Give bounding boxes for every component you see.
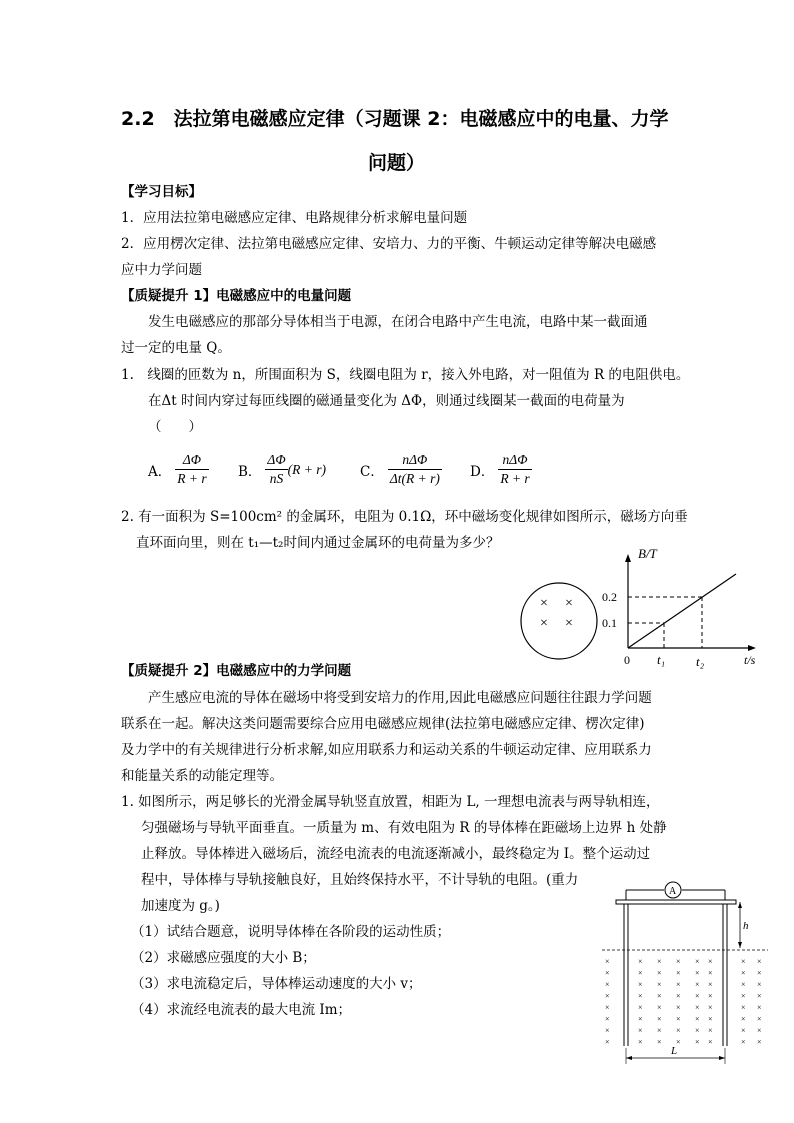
sub-question-3: （3）求电流稳定后，导体棒运动速度的大小 v；	[131, 976, 422, 992]
field-mark: ×	[757, 957, 762, 966]
field-mark: ×	[757, 1014, 762, 1024]
option-c-den: Δt(R + r)	[389, 471, 440, 486]
field-mark: ×	[676, 991, 681, 1001]
x-tick-t2: t₂	[696, 654, 705, 669]
field-mark: ×	[757, 1026, 762, 1035]
field-mark: ×	[638, 991, 643, 1001]
l-arrow-right	[719, 1056, 725, 1060]
field-mark-2: ×	[565, 596, 573, 611]
field-mark: ×	[657, 980, 662, 989]
option-b-fraction	[265, 452, 287, 487]
section1-heading: 【质疑提升 1】电磁感应中的电量问题	[121, 288, 352, 304]
field-mark: ×	[695, 991, 700, 1001]
field-mark: ×	[657, 957, 662, 966]
option-a-fraction	[175, 452, 208, 487]
option-b-tail: (R + r)	[287, 461, 326, 477]
field-mark-4: ×	[565, 616, 573, 631]
section1-intro-a: 发生电磁感应的那部分导体相当于电源，在闭合电路中产生电流，电路中某一截面通	[148, 314, 648, 330]
x-tick-t1: t₁	[657, 652, 666, 667]
field-mark: ×	[657, 1003, 662, 1012]
question2-line-b: 直环面向里，则在 t₁—t₂时间内通过金属环的电荷量为多少？	[136, 535, 500, 551]
h-arrow-bottom	[738, 942, 742, 948]
field-mark: ×	[657, 991, 662, 1001]
field-mark: ×	[605, 991, 610, 1001]
field-mark: ×	[638, 957, 643, 966]
question2-line-a: 2. 有一面积为 S=100cm² 的金属环，电阻为 0.1Ω，环中磁场变化规律如图所示，磁场方向垂	[121, 509, 688, 525]
question1-line-b: 在Δt 时间内穿过每匝线圈的磁通量变化为 ΔΦ，则通过线圈某一截面的电荷量为	[148, 393, 625, 409]
x-axis-arrow	[748, 645, 756, 651]
field-mark: ×	[676, 1014, 681, 1024]
field-mark: ×	[741, 991, 746, 1001]
option-d-fraction	[498, 452, 531, 487]
h-arrow-top	[738, 902, 742, 908]
ring-circle	[521, 583, 597, 659]
option-d-den: R + r	[500, 471, 530, 486]
field-mark: ×	[741, 980, 746, 989]
question1-blank: （ ）	[148, 419, 202, 435]
field-mark: ×	[741, 968, 746, 978]
field-mark: ×	[657, 1014, 662, 1024]
h-label: h	[743, 920, 749, 932]
b-t-graph	[598, 540, 768, 670]
field-mark: ×	[757, 980, 762, 989]
rail-question-line-a: 1. 如图所示，两足够长的光滑金属导轨竖直放置，相距为 L, 一理想电流表与两导轨相连，	[121, 794, 660, 810]
field-mark: ×	[605, 1026, 610, 1035]
ammeter-label: A	[669, 886, 677, 897]
rail-question-line-e: 加速度为 g。)	[141, 898, 220, 914]
field-mark: ×	[708, 1003, 713, 1012]
field-mark: ×	[757, 1037, 762, 1047]
rail-question-line-b: 匀强磁场与导轨平面垂直。一质量为 m、有效电阻为 R 的导体棒在距磁场上边界 h 处静	[141, 820, 667, 836]
y-tick-0-1: 0.1	[602, 616, 617, 630]
field-mark: ×	[676, 968, 681, 978]
b-line	[628, 574, 736, 648]
field-mark: ×	[676, 1003, 681, 1012]
field-mark: ×	[676, 980, 681, 989]
field-mark: ×	[695, 1026, 700, 1035]
field-mark: ×	[741, 1026, 746, 1035]
section1-intro-b: 过一定的电量 Q。	[121, 340, 231, 356]
option-a[interactable]	[148, 452, 209, 487]
field-mark: ×	[741, 1003, 746, 1012]
field-mark: ×	[638, 980, 643, 989]
field-mark: ×	[741, 957, 746, 966]
field-mark-3: ×	[540, 616, 548, 631]
option-a-den: R + r	[177, 471, 207, 486]
option-d-label: D．	[470, 463, 495, 480]
field-mark: ×	[605, 1014, 610, 1024]
objectives-heading: 【学习目标】	[121, 184, 202, 200]
field-mark: ×	[708, 957, 713, 966]
field-mark: ×	[676, 957, 681, 966]
field-mark: ×	[605, 957, 610, 966]
objective-item-2a: 2．应用楞次定律、法拉第电磁感应定律、安培力、力的平衡、牛顿运动定律等解决电磁感	[121, 236, 657, 252]
y-axis-arrow	[625, 554, 631, 562]
option-d-num: nΔΦ	[498, 452, 531, 470]
y-axis-label: B/T	[638, 546, 657, 561]
rail-question-line-d: 程中，导体棒与导轨接触良好，且始终保持水平，不计导轨的电阻。(重力	[141, 872, 579, 888]
rail-figure	[598, 878, 770, 1068]
field-mark: ×	[708, 991, 713, 1001]
objective-item-1: 1．应用法拉第电磁感应定律、电路规律分析求解电量问题	[121, 210, 468, 226]
field-mark: ×	[757, 968, 762, 978]
question1-line-a: 1. 线圈的匝数为 n，所围面积为 S，线圈电阻为 r，接入外电路，对一阻值为 R 的电阻供电。	[121, 367, 690, 383]
section2-para-4: 和能量关系的动能定理等。	[121, 768, 283, 784]
field-mark: ×	[695, 980, 700, 989]
section2-para-3: 及力学中的有关规律进行分析求解,如应用联系力和运动关系的牛顿运动定律、应用联系力	[121, 742, 652, 758]
option-b-den: nS	[269, 471, 284, 486]
option-b-label: B．	[238, 463, 262, 480]
field-mark: ×	[605, 1003, 610, 1012]
field-mark: ×	[657, 968, 662, 978]
field-mark: ×	[708, 1037, 713, 1047]
metal-ring-diagram	[515, 578, 605, 668]
option-b[interactable]	[238, 452, 326, 487]
field-mark: ×	[757, 1003, 762, 1012]
l-arrow-left	[626, 1056, 632, 1060]
option-b-num: ΔΦ	[265, 452, 287, 470]
page-title-line1: 2.2 法拉第电磁感应定律（习题课 2：电磁感应中的电量、力学	[121, 108, 669, 130]
field-mark: ×	[657, 1026, 662, 1035]
field-mark: ×	[638, 968, 643, 978]
sub-question-4: （4）求流经电流表的最大电流 Im；	[131, 1002, 352, 1018]
field-mark: ×	[676, 1037, 681, 1047]
field-mark: ×	[695, 1014, 700, 1024]
option-c-num: nΔΦ	[388, 452, 442, 470]
x-axis-label: t/s	[744, 653, 756, 667]
field-mark: ×	[605, 1037, 610, 1047]
option-a-label: A．	[148, 463, 172, 480]
field-mark-1: ×	[540, 596, 548, 611]
option-d[interactable]	[470, 452, 532, 487]
field-mark: ×	[695, 1037, 700, 1047]
field-mark: ×	[695, 968, 700, 978]
option-c-label: C．	[360, 463, 384, 480]
field-mark: ×	[605, 968, 610, 978]
objective-item-2b: 应中力学问题	[121, 262, 202, 278]
field-mark: ×	[638, 1026, 643, 1035]
field-mark: ×	[695, 957, 700, 966]
field-mark: ×	[676, 1026, 681, 1035]
conductor-bar	[616, 900, 736, 904]
field-mark: ×	[708, 1026, 713, 1035]
field-mark: ×	[708, 968, 713, 978]
field-mark: ×	[638, 1014, 643, 1024]
field-mark: ×	[741, 1037, 746, 1047]
field-mark: ×	[638, 1037, 643, 1047]
field-mark: ×	[741, 1014, 746, 1024]
field-mark: ×	[708, 980, 713, 989]
sub-question-1: （1）试结合题意，说明导体棒在各阶段的运动性质；	[131, 924, 451, 940]
rail-question-line-c: 止释放。导体棒进入磁场后，流经电流表的电流逐渐减小，最终稳定为 I。整个运动过	[141, 846, 651, 862]
field-mark: ×	[638, 1003, 643, 1012]
origin-label: 0	[624, 653, 630, 667]
section2-para-2: 联系在一起。解决这类问题需要综合应用电磁感应规律(法拉第电磁感应定律、楞次定律)	[121, 716, 645, 732]
option-a-num: ΔΦ	[175, 452, 208, 470]
page-title-line2: 问题）	[368, 152, 426, 174]
section2-heading: 【质疑提升 2】电磁感应中的力学问题	[121, 663, 352, 679]
y-tick-0-2: 0.2	[602, 590, 617, 604]
field-mark: ×	[605, 980, 610, 989]
field-mark: ×	[657, 1037, 662, 1047]
field-mark: ×	[695, 1003, 700, 1012]
sub-question-2: （2）求磁感应强度的大小 B；	[131, 950, 316, 966]
option-c[interactable]	[360, 452, 442, 487]
l-label: L	[671, 1045, 678, 1057]
field-mark: ×	[708, 1014, 713, 1024]
field-mark: ×	[757, 991, 762, 1001]
section2-para-1: 产生感应电流的导体在磁场中将受到安培力的作用,因此电磁感应问题往往跟力学问题	[148, 690, 652, 706]
option-c-fraction	[388, 452, 442, 487]
